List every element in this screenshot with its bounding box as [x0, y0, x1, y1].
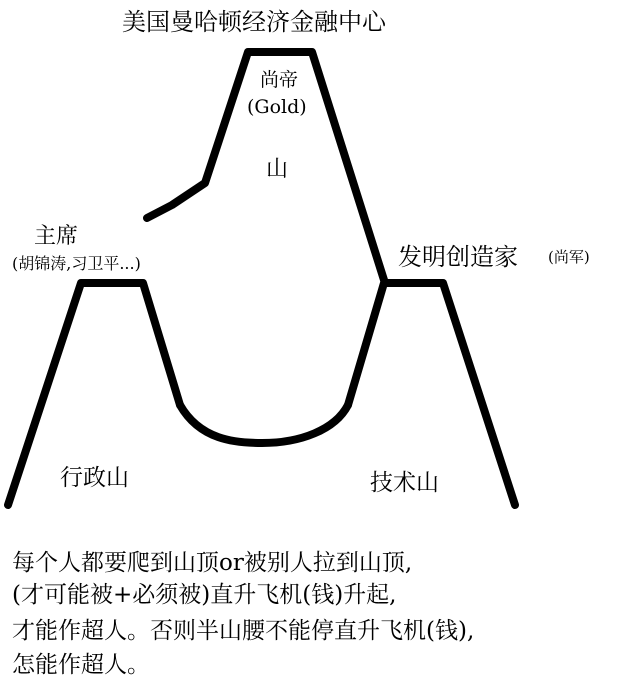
peak-sublabel: (Gold): [247, 96, 307, 118]
peak-label: 尚帝: [260, 69, 299, 91]
right-mountain-label: 技术山: [370, 470, 439, 496]
mountain-label: 山: [266, 157, 289, 182]
left-summit-label: 主席: [34, 224, 79, 249]
caption-line-1: 每个人都要爬到山顶or被别人拉到山顶,: [12, 550, 413, 576]
left-summit-sublabel: (胡锦涛,习卫平...): [12, 254, 141, 273]
caption-line-4: 怎能作超人。: [12, 652, 150, 678]
caption-line-3: 才能作超人。否则半山腰不能停直升飞机(钱),: [12, 618, 475, 644]
left-mountain-label: 行政山: [60, 465, 129, 491]
caption-line-2: (才可能被+必须被)直升飞机(钱)升起,: [12, 582, 397, 608]
valley-curve: [180, 405, 348, 443]
diagram-title: 美国曼哈顿经济金融中心: [122, 8, 386, 36]
right-summit-sublabel: (尚军): [548, 248, 590, 266]
right-summit-label: 发明创造家: [398, 243, 518, 271]
